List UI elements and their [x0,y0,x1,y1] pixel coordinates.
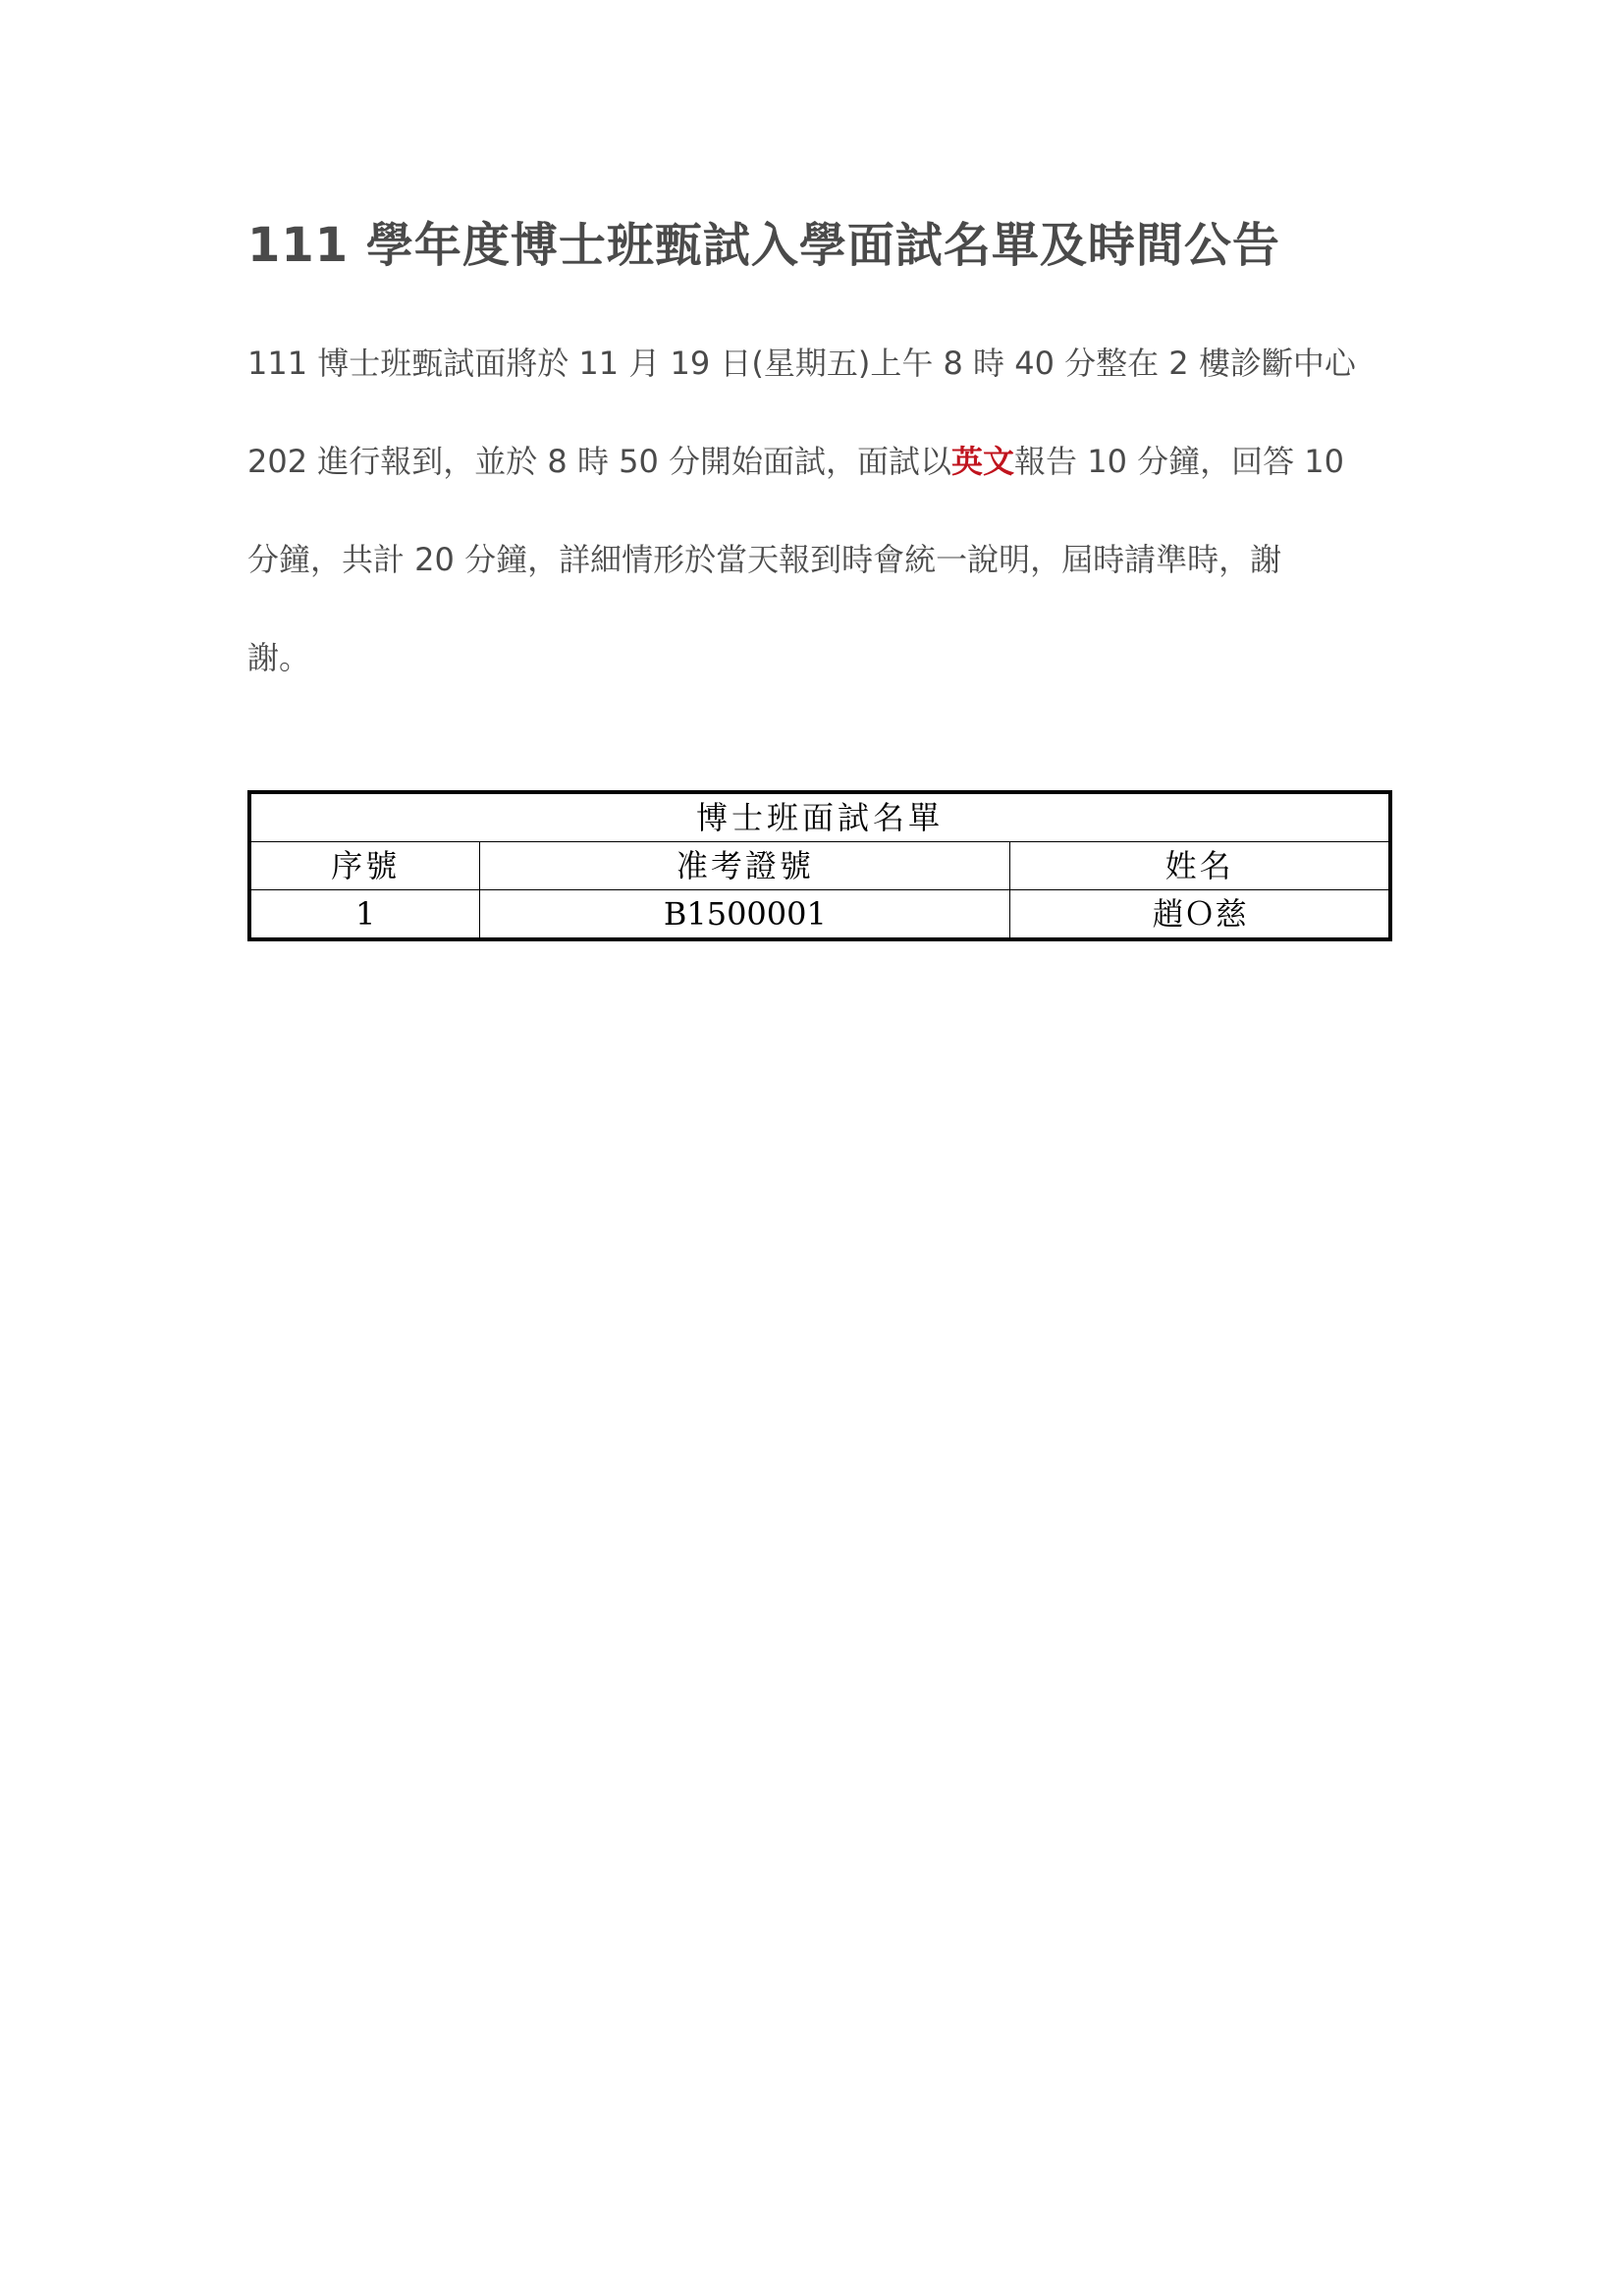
header-name: 姓名 [1010,842,1390,890]
page-title: 111 學年度博士班甄試入學面試名單及時間公告 [247,218,1280,273]
roster-header-row [249,842,1390,890]
announcement-paragraph [247,314,1386,707]
header-exam-id: 准考證號 [480,842,1010,890]
cell-seq: 1 [249,890,480,940]
paragraph-line-3: 分鐘，共計 20 分鐘，詳細情形於當天報到時會統一說明，屆時請準時，謝 [247,541,1282,578]
roster-caption-row [249,792,1390,842]
paragraph-line-2-end: 報告 10 分鐘，回答 10 [1014,443,1345,480]
paragraph-line-2 [247,412,1386,510]
cell-exam-id: B1500001 [480,890,1010,940]
roster-caption: 博士班面試名單 [249,792,1390,842]
table-row [249,890,1390,940]
paragraph-line-4: 謝。 [247,639,311,676]
english-emphasis: 英文 [951,443,1015,480]
paragraph-line-2-start: 202 進行報到，並於 8 時 50 分開始面試，面試以 [247,443,952,480]
interview-roster-table [247,790,1392,941]
cell-name: 趙Ｏ慈 [1010,890,1390,940]
paragraph-line-1: 111 博士班甄試面將於 11 月 19 日(星期五)上午 8 時 40 分整在 2 樓診斷中心 [247,345,1356,382]
header-seq: 序號 [249,842,480,890]
